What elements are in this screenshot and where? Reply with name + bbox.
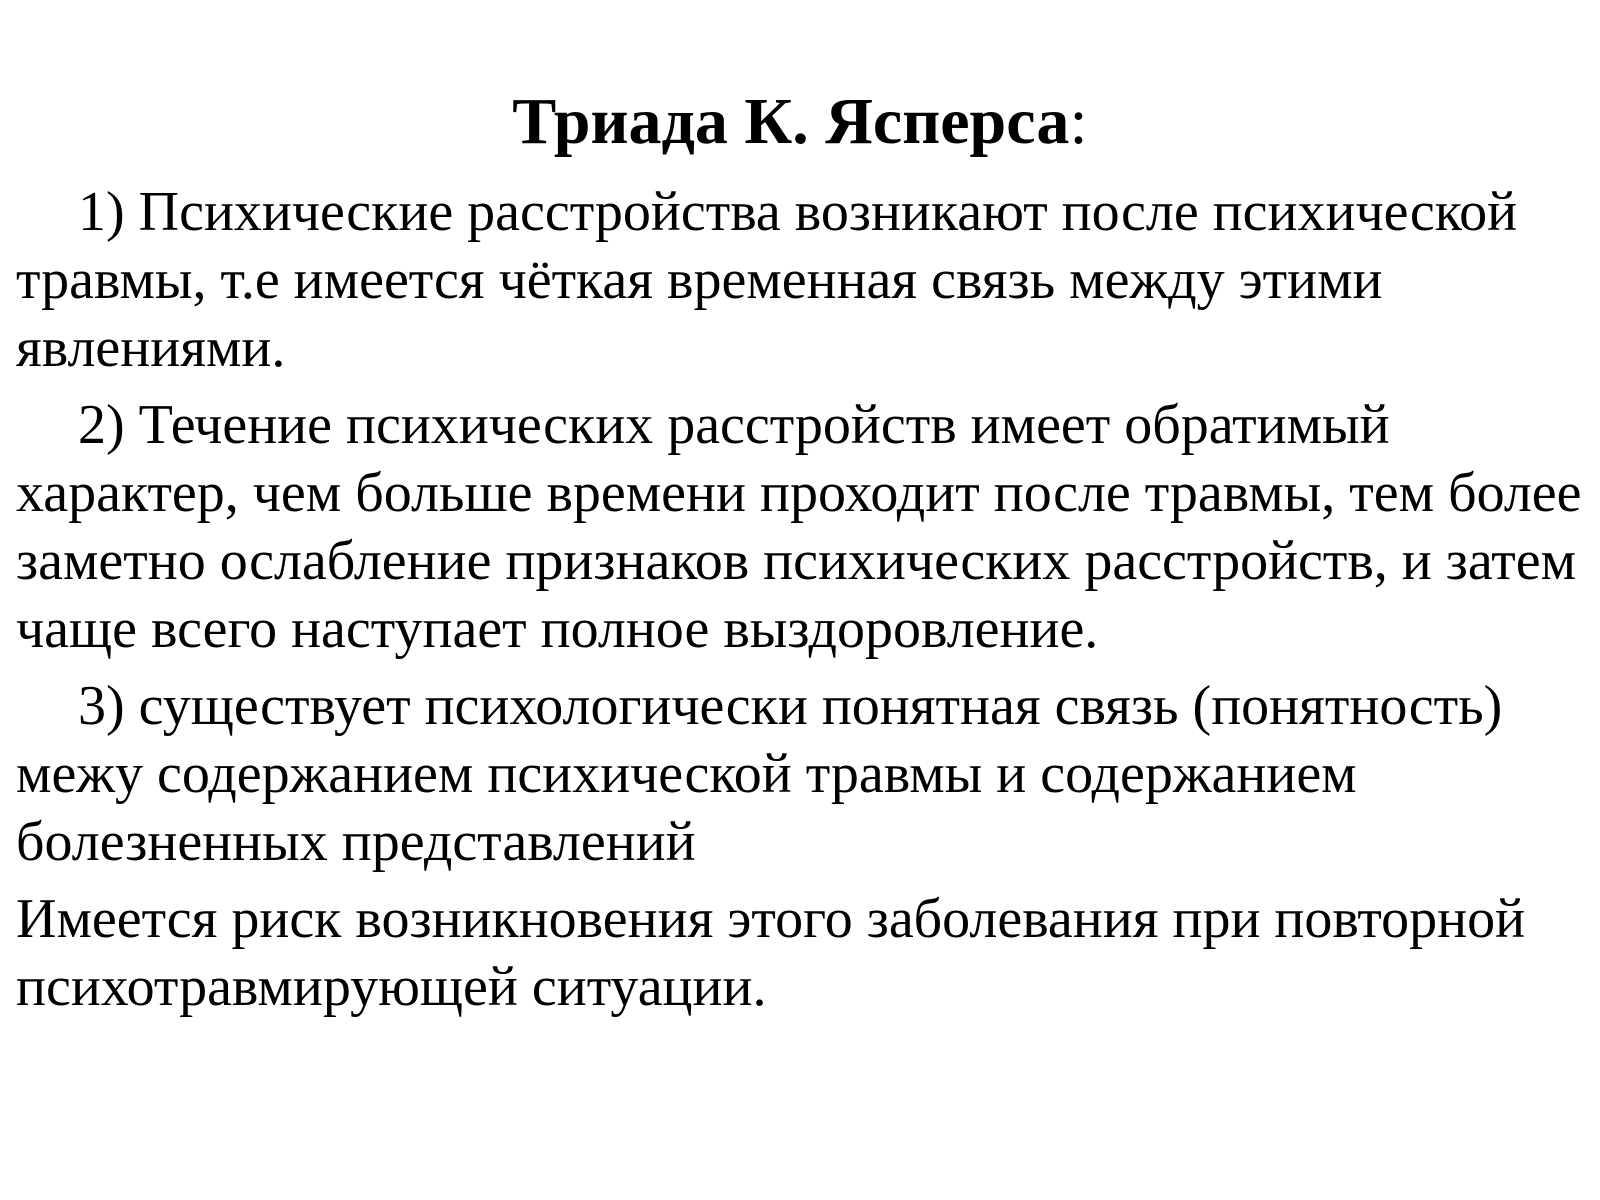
slide-title-text: Триада К. Ясперса	[512, 85, 1070, 158]
criterion-2-paragraph: 2) Течение психических расстройств имеет обратимый характер, чем больше времени проходит после травмы, тем более заметно ослабление признаков психических расстройств, и затем чаще всего наступает полное выздоровление.	[16, 394, 1582, 660]
criterion-3-paragraph: 3) существует психологически понятная связь (понятность) межу содержанием психической травмы и содержанием болезненных представлений	[16, 675, 1503, 873]
criterion-1-paragraph: 1) Психические расстройства возникают после психической травмы, т.е имеется чёткая временная связь между этими явлениями.	[16, 181, 1518, 379]
risk-note-paragraph: Имеется риск возникновения этого заболевания при повторной психотравмирующей ситуации.	[16, 888, 1526, 1018]
slide-body	[16, 178, 1586, 1021]
slide-title	[0, 82, 1600, 162]
slide-title-colon: :	[1069, 85, 1088, 158]
